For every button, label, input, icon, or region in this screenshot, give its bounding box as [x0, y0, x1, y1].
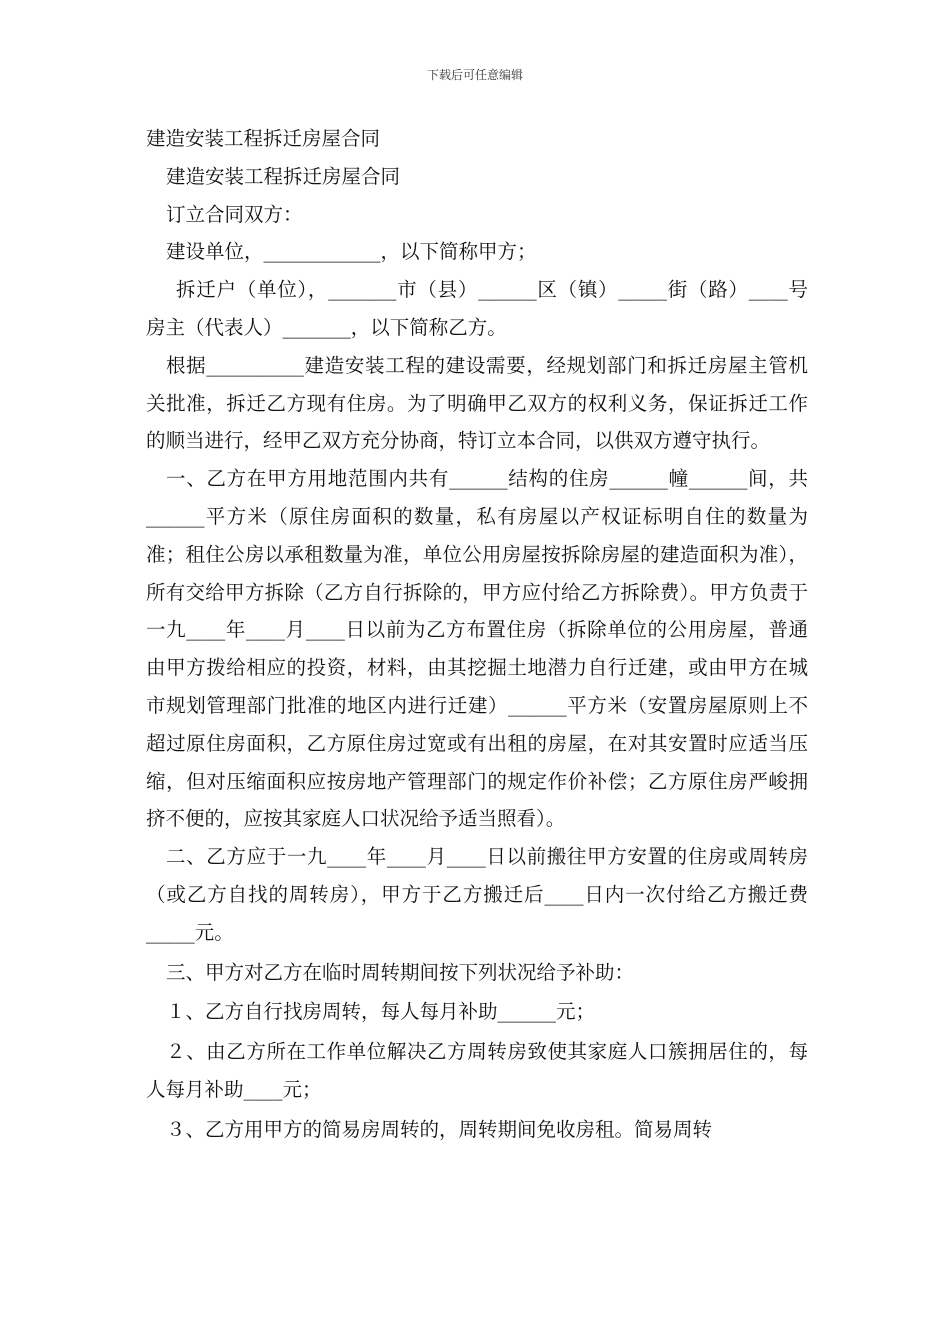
- party-b-paragraph: 拆迁户（单位），_______市（县）______区（镇）_____街（路）____号房主（代表人）_______，以下简称乙方。: [146, 278, 808, 339]
- clause-3-heading: 三、甲方对乙方在临时周转期间按下列状况给予补助：: [166, 960, 635, 984]
- clause-3-item-3: ３、乙方用甲方的简易房周转的，周转期间免收房租。简易周转: [166, 1117, 713, 1141]
- contract-title: 建造安装工程拆迁房屋合同: [166, 164, 401, 188]
- clause-3-item-2: ２、由乙方所在工作单位解决乙方周转房致使其家庭人口簇拥居住的，每人每月补助____元；: [146, 1040, 808, 1101]
- contract-body: [146, 120, 808, 1149]
- party-a-line: 建设单位，____________，以下简称甲方；: [166, 240, 537, 264]
- clause-2-paragraph: 二、乙方应于一九____年____月____日以前搬往甲方安置的住房或周转房（或乙方自找的周转房），甲方于乙方搬迁后____日内一次付给乙方搬迁费_____元。: [146, 845, 808, 944]
- preamble-paragraph: 根据__________建造安装工程的建设需要，经规划部门和拆迁房屋主管机关批准，拆迁乙方现有住房。为了明确甲乙双方的权利义务，保证拆迁工作的顺当进行，经甲乙双方充分协商，特订立本合同，以供双方遵守执行。: [146, 353, 808, 453]
- clause-3-item-1: １、乙方自行找房周转，每人每月补助______元；: [166, 1000, 596, 1024]
- document-title: 建造安装工程拆迁房屋合同: [146, 127, 381, 150]
- clause-1-paragraph: 一、乙方在甲方用地范围内共有______结构的住房______幢______间，共______平方米（原住房面积的数量，私有房屋以产权证标明自住的数量为准；租住公房以承租数量为准，单位公用房屋按拆除房屋的建造面积为准），所有交给甲方拆除（乙方自行拆除的，甲方应付给乙方拆除费）。甲方负责于一九____年____月____日以前为乙方布置住房（拆除单位的公用房屋，普通由甲方拨给相应的投资，材料，由其挖掘土地潜力自行迁建，或由甲方在城市规划管理部门批准的地区内进行迁建）______平方米（安置房屋原则上不超过原住房面积，乙方原住房过宽或有出租的房屋，在对其安置时应适当压缩，但对压缩面积应按房地产管理部门的规定作价补偿；乙方原住房严峻拥挤不便的，应按其家庭人口状况给予适当照看）。: [146, 467, 808, 831]
- parties-heading: 订立合同双方：: [166, 202, 303, 226]
- page-header: 下载后可任意编辑: [426, 68, 523, 82]
